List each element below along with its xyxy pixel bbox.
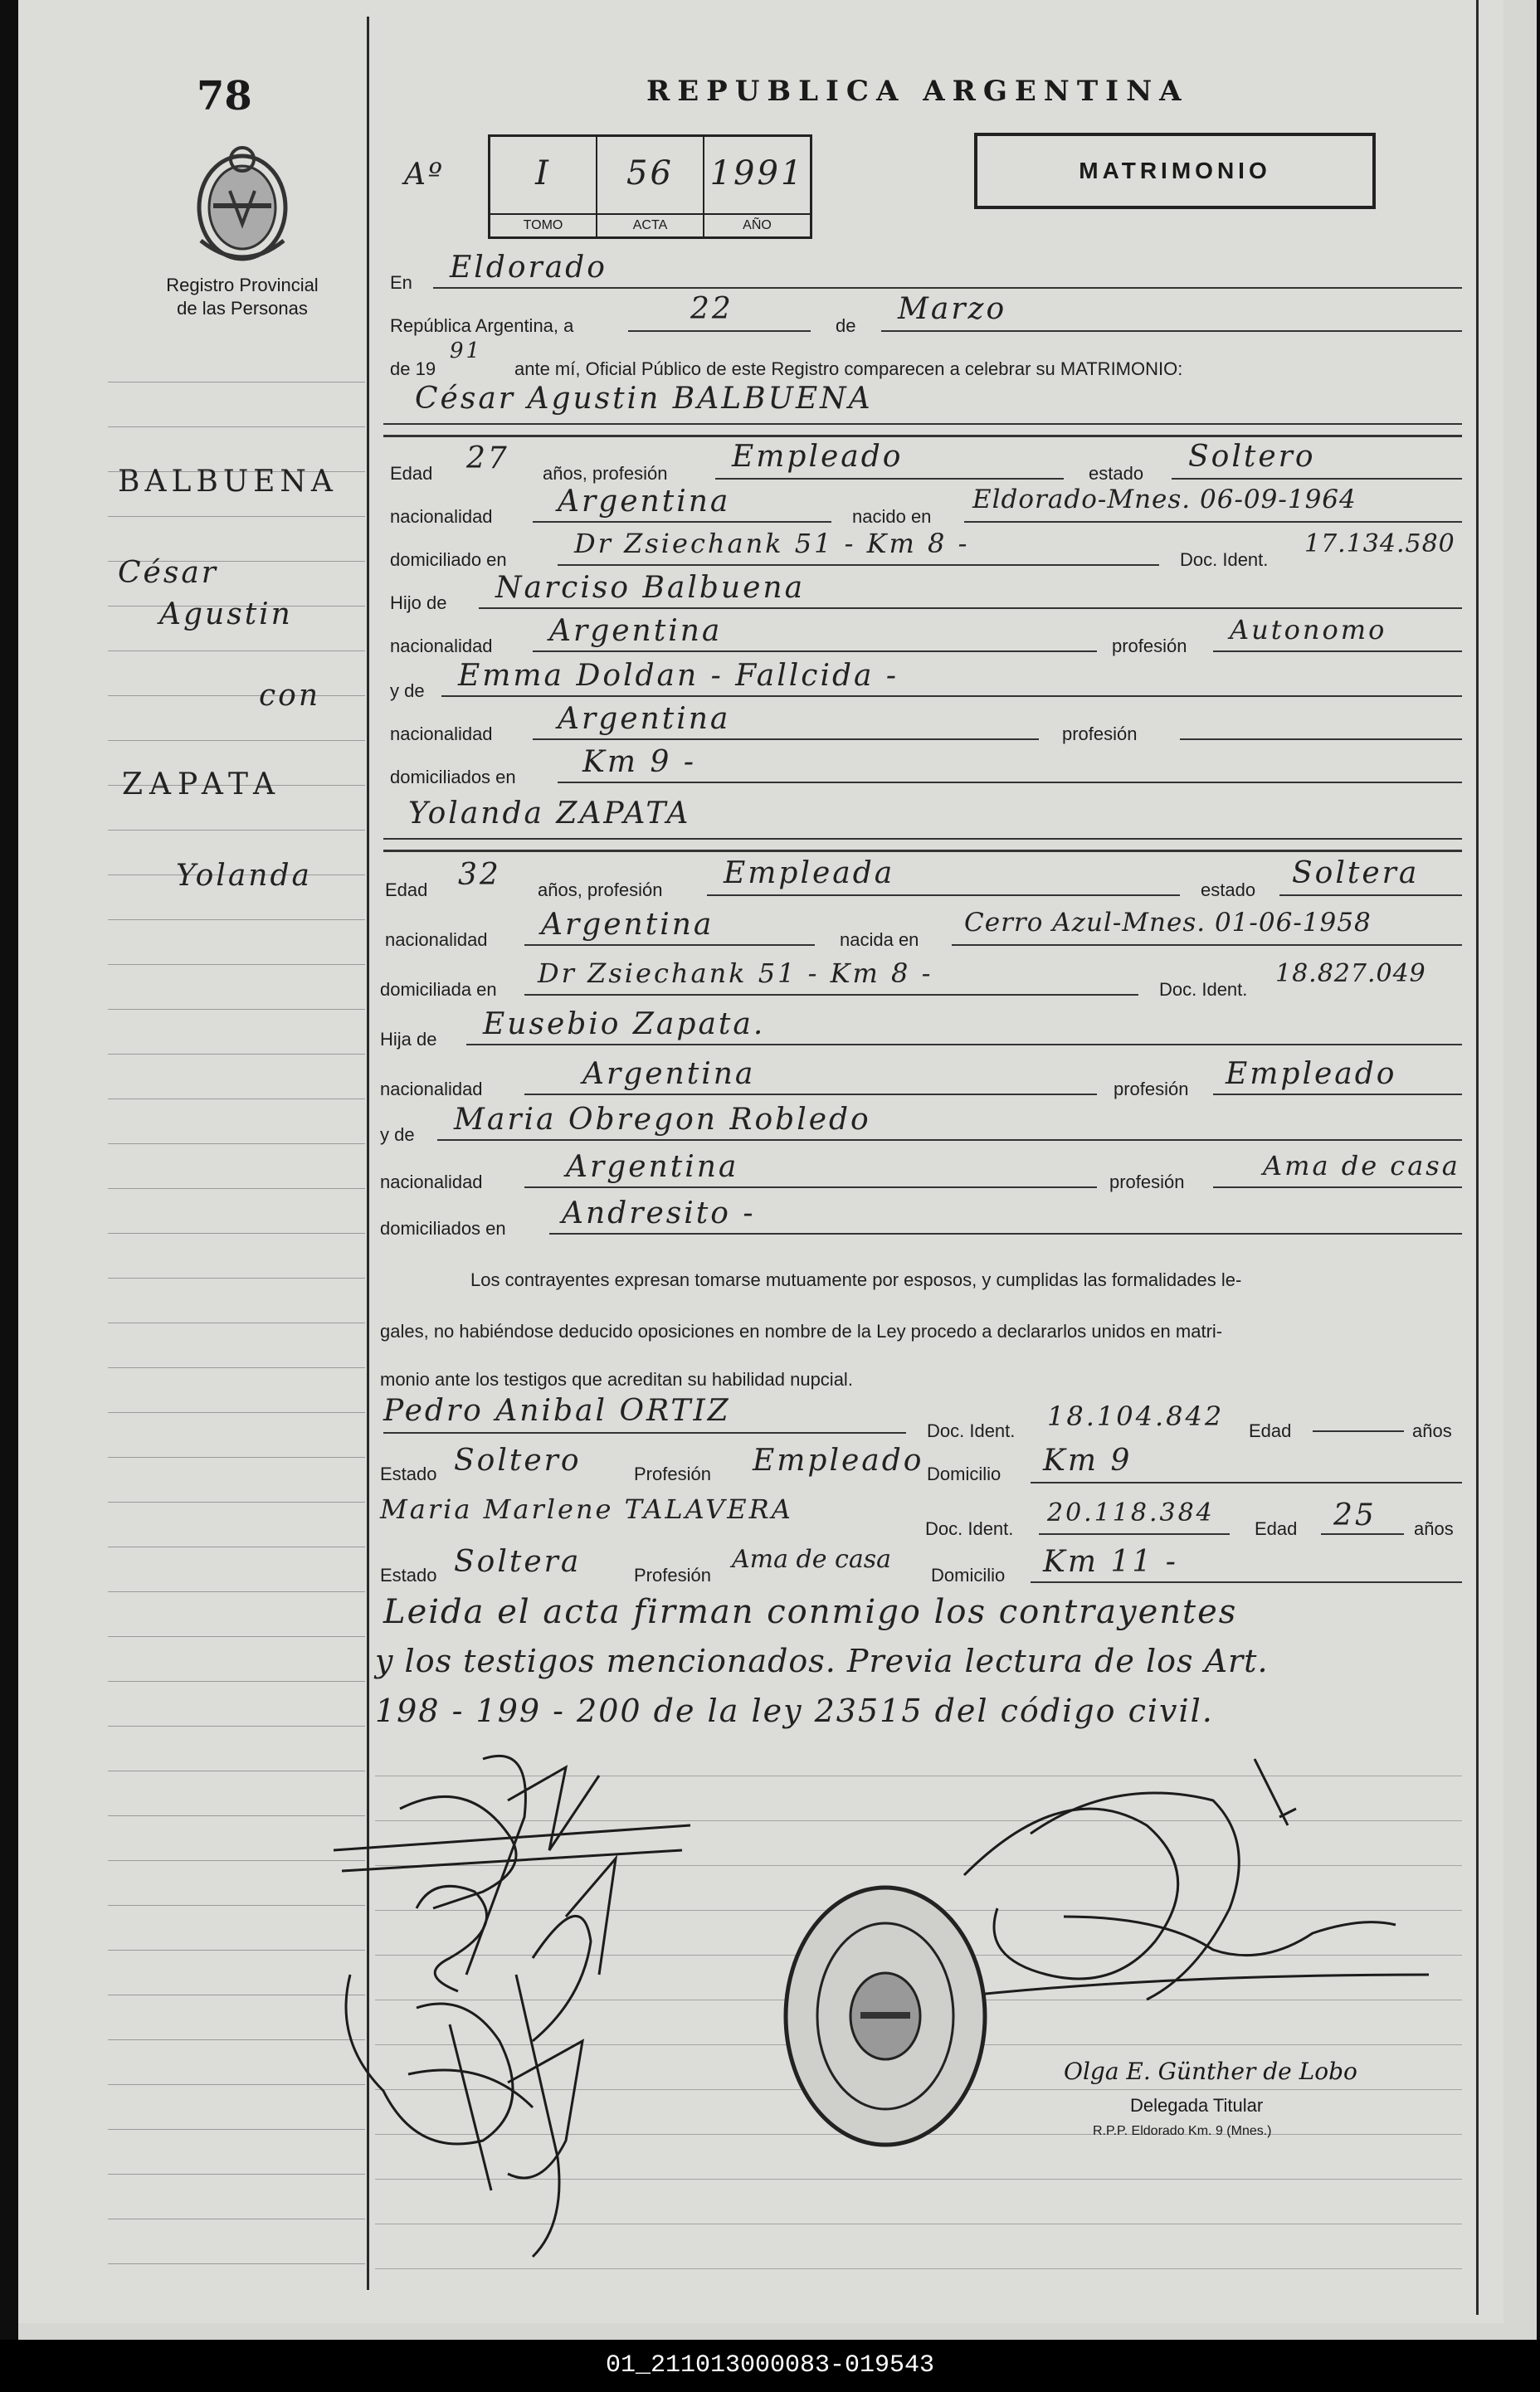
groom-name: César Agustin BALBUENA	[415, 382, 873, 416]
groom-status: Soltero	[1188, 440, 1316, 474]
label-prof-groom-mother: profesión	[1062, 723, 1138, 744]
margin-rule-line	[108, 1009, 365, 1010]
official-title: Delegada Titular	[1130, 2095, 1264, 2116]
label-prof-groom-father: profesión	[1112, 636, 1187, 656]
label-doc-witness2: Doc. Ident.	[925, 1518, 1014, 1539]
declaration-line-1: Los contrayentes expresan tomarse mutuamente por esposos, y cumplidas las formalidades le-	[470, 1269, 1242, 1290]
label-domiciliada-en: domiciliada en	[380, 979, 497, 1000]
label-republica: República Argentina, a	[390, 315, 574, 336]
witness1-name: Pedro Anibal ORTIZ	[383, 1394, 731, 1428]
label-edad-witness1: Edad	[1249, 1420, 1292, 1441]
declaration-line-2: gales, no habiéndose deducido oposiciones en nombre de la Ley procedo a declararlos unidos en matri-	[380, 1321, 1223, 1342]
margin-surname-bride: ZAPATA	[122, 767, 281, 801]
label-estado-groom: estado	[1089, 463, 1144, 484]
groom-nationality: Argentina	[558, 485, 731, 519]
label-nac-groom-mother: nacionalidad	[390, 723, 493, 744]
acta-cell	[597, 137, 704, 236]
witness1-profession: Empleado	[753, 1444, 924, 1478]
groom-father: Narciso Balbuena	[495, 571, 806, 605]
ano-label: AÑO	[704, 213, 810, 236]
groom-address: Dr Zsiechank 51 - Km 8 -	[574, 528, 970, 559]
witness1-address: Km 9	[1043, 1444, 1133, 1478]
label-domiciliado-en: domiciliado en	[390, 549, 507, 570]
seal-icon	[786, 1888, 985, 2145]
bride-address: Dr Zsiechank 51 - Km 8 -	[538, 957, 933, 989]
label-doc-groom: Doc. Ident.	[1180, 549, 1269, 570]
bride-doc: 18.827.049	[1275, 959, 1426, 988]
margin-rule-line	[108, 516, 365, 517]
label-nacida-en: nacida en	[840, 929, 919, 950]
bride-mother: Maria Obregon Robledo	[454, 1103, 871, 1137]
closing-line-2: y los testigos mencionados. Previa lectura de los Art.	[375, 1643, 1269, 1679]
label-de-19: de 19	[390, 358, 436, 379]
bride-profession: Empleada	[724, 856, 895, 890]
witness2-age: 25	[1333, 1498, 1377, 1532]
witness2-doc: 20.118.384	[1047, 1498, 1215, 1527]
label-nacido-en: nacido en	[852, 506, 932, 527]
place-city: Eldorado	[450, 251, 607, 285]
bride-mother-profession: Ama de casa	[1263, 1150, 1460, 1181]
country-heading: REPUBLICA ARGENTINA	[646, 75, 1189, 108]
bride-father-nationality: Argentina	[582, 1057, 756, 1091]
tomo-label: TOMO	[490, 213, 596, 236]
acta-value: 56	[626, 154, 674, 192]
label-nac-bride-father: nacionalidad	[380, 1079, 483, 1099]
signatures-graphic	[317, 1726, 1479, 2290]
margin-surname-groom: BALBUENA	[118, 465, 338, 499]
register-sheet	[18, 0, 1503, 2323]
margin-rule-line	[108, 1233, 365, 1234]
closing-line-3: 198 - 199 - 200 de la ley 23515 del código civil.	[375, 1693, 1214, 1729]
label-nac-bride-mother: nacionalidad	[380, 1172, 483, 1192]
margin-rule-line	[108, 1188, 365, 1189]
bride-parents-address: Andresito -	[562, 1196, 756, 1230]
tomo-value: I	[535, 154, 551, 192]
margin-rule-line	[108, 650, 365, 651]
margin-name-groom-2: Agustin	[159, 597, 293, 631]
label-prof-bride-mother: profesión	[1109, 1172, 1185, 1192]
scan-footer-id: 01_211013000083-019543	[0, 2340, 1540, 2392]
label-en: En	[390, 272, 412, 293]
label-prof-witness1: Profesión	[634, 1464, 711, 1484]
margin-connector: con	[259, 679, 321, 713]
label-prof-bride-father: profesión	[1114, 1079, 1189, 1099]
witness2-name: Maria Marlene TALAVERA	[380, 1493, 793, 1525]
label-estado-witness1: Estado	[380, 1464, 437, 1484]
official-office: R.P.P. Eldorado Km. 9 (Mnes.)	[1093, 2124, 1272, 2138]
label-domicilio-witness2: Domicilio	[931, 1565, 1006, 1586]
witness1-status: Soltero	[454, 1444, 582, 1478]
margin-rule-line	[108, 1054, 365, 1055]
groom-mother-nationality: Argentina	[558, 702, 731, 736]
label-estado-witness2: Estado	[380, 1565, 437, 1586]
margin-rule-line	[108, 1457, 365, 1458]
witness2-profession: Ama de casa	[732, 1545, 891, 1574]
label-anos-prof-bride: años, profesión	[538, 879, 663, 900]
label-nacionalidad-bride: nacionalidad	[385, 929, 488, 950]
margin-rule-line	[108, 1278, 365, 1279]
bride-name: Yolanda ZAPATA	[408, 797, 691, 831]
tomo-cell	[490, 137, 597, 236]
margin-rule-line	[108, 1367, 365, 1368]
margin-rule-line	[108, 964, 365, 965]
place-month: Marzo	[898, 292, 1007, 326]
acta-label: ACTA	[597, 213, 703, 236]
registry-line-2: de las Personas	[177, 298, 308, 319]
place-day: 22	[690, 292, 733, 326]
folio-number: 78	[197, 73, 252, 119]
declaration-line-3: monio ante los testigos que acreditan su habilidad nupcial.	[380, 1369, 853, 1390]
margin-rule-line	[108, 1681, 365, 1682]
label-hijo-de: Hijo de	[390, 592, 447, 613]
label-anos-prof-groom: años, profesión	[543, 463, 668, 484]
register-page	[18, 0, 1537, 2340]
label-doc-witness1: Doc. Ident.	[927, 1420, 1016, 1441]
margin-name-groom-1: César	[118, 556, 218, 590]
witness2-address: Km 11 -	[1043, 1545, 1178, 1579]
label-domiciliados-bride: domiciliados en	[380, 1218, 506, 1239]
label-domicilio-witness1: Domicilio	[927, 1464, 1001, 1484]
place-year: 91	[450, 339, 483, 363]
label-y-de-groom: y de	[390, 680, 425, 701]
coat-of-arms-icon	[184, 141, 300, 266]
margin-rule-line	[108, 740, 365, 741]
bride-status: Soltera	[1292, 856, 1420, 890]
ano-cell	[704, 137, 810, 236]
groom-birth: Eldorado-Mnes. 06-09-1964	[972, 485, 1357, 514]
margin-rule-line	[108, 1412, 365, 1413]
label-y-de-bride: y de	[380, 1124, 415, 1145]
margin-rule-line	[108, 1591, 365, 1592]
act-type: MATRIMONIO	[1079, 158, 1271, 183]
groom-mother: Emma Doldan - Fallcida -	[458, 659, 899, 693]
label-hija-de: Hija de	[380, 1029, 437, 1050]
margin-rule-line	[108, 1143, 365, 1144]
label-estado-bride: estado	[1201, 879, 1256, 900]
label-nacionalidad-groom: nacionalidad	[390, 506, 493, 527]
label-domiciliados-groom: domiciliados en	[390, 767, 516, 787]
act-number-box	[488, 134, 812, 239]
label-ante: ante mí, Oficial Público de este Registro comparecen a celebrar su MATRIMONIO:	[514, 358, 1183, 379]
bride-father: Eusebio Zapata.	[483, 1007, 766, 1041]
label-anos-witness2: años	[1414, 1518, 1454, 1539]
closing-line-1: Leida el acta firman conmigo los contrayentes	[383, 1593, 1238, 1631]
margin-rule-line	[108, 695, 365, 696]
groom-age: 27	[466, 441, 509, 475]
label-doc-bride: Doc. Ident.	[1159, 979, 1248, 1000]
witness1-doc: 18.104.842	[1047, 1401, 1225, 1432]
margin-name-bride: Yolanda	[176, 859, 312, 893]
label-edad-witness2: Edad	[1255, 1518, 1298, 1539]
bride-father-profession: Empleado	[1226, 1057, 1397, 1091]
margin-rule-line	[108, 830, 365, 831]
act-prefix: Aº	[404, 158, 445, 192]
groom-father-nationality: Argentina	[549, 614, 723, 648]
groom-parents-address: Km 9 -	[582, 745, 696, 779]
groom-doc: 17.134.580	[1304, 529, 1455, 558]
witness2-status: Soltera	[454, 1545, 582, 1579]
label-edad-bride: Edad	[385, 879, 428, 900]
margin-rule-line	[108, 919, 365, 920]
registry-name	[134, 274, 350, 320]
label-edad-groom: Edad	[390, 463, 433, 484]
label-prof-witness2: Profesión	[634, 1565, 711, 1586]
margin-rule-line	[108, 1502, 365, 1503]
label-de-month: de	[836, 315, 856, 336]
official-signature-name: Olga E. Günther de Lobo	[1064, 2058, 1357, 2085]
bride-nationality: Argentina	[541, 908, 714, 942]
margin-rule-line	[108, 426, 365, 427]
ano-value: 1991	[709, 154, 805, 192]
groom-profession: Empleado	[732, 440, 904, 474]
act-type-box	[974, 133, 1376, 209]
registry-line-1: Registro Provincial	[166, 275, 319, 295]
margin-rule-line	[108, 1636, 365, 1637]
label-anos-witness1: años	[1412, 1420, 1452, 1441]
bride-mother-nationality: Argentina	[566, 1150, 739, 1184]
label-nac-groom-father: nacionalidad	[390, 636, 493, 656]
bride-birth: Cerro Azul-Mnes. 01-06-1958	[964, 908, 1372, 938]
groom-father-profession: Autonomo	[1230, 614, 1387, 645]
bride-age: 32	[458, 858, 501, 892]
